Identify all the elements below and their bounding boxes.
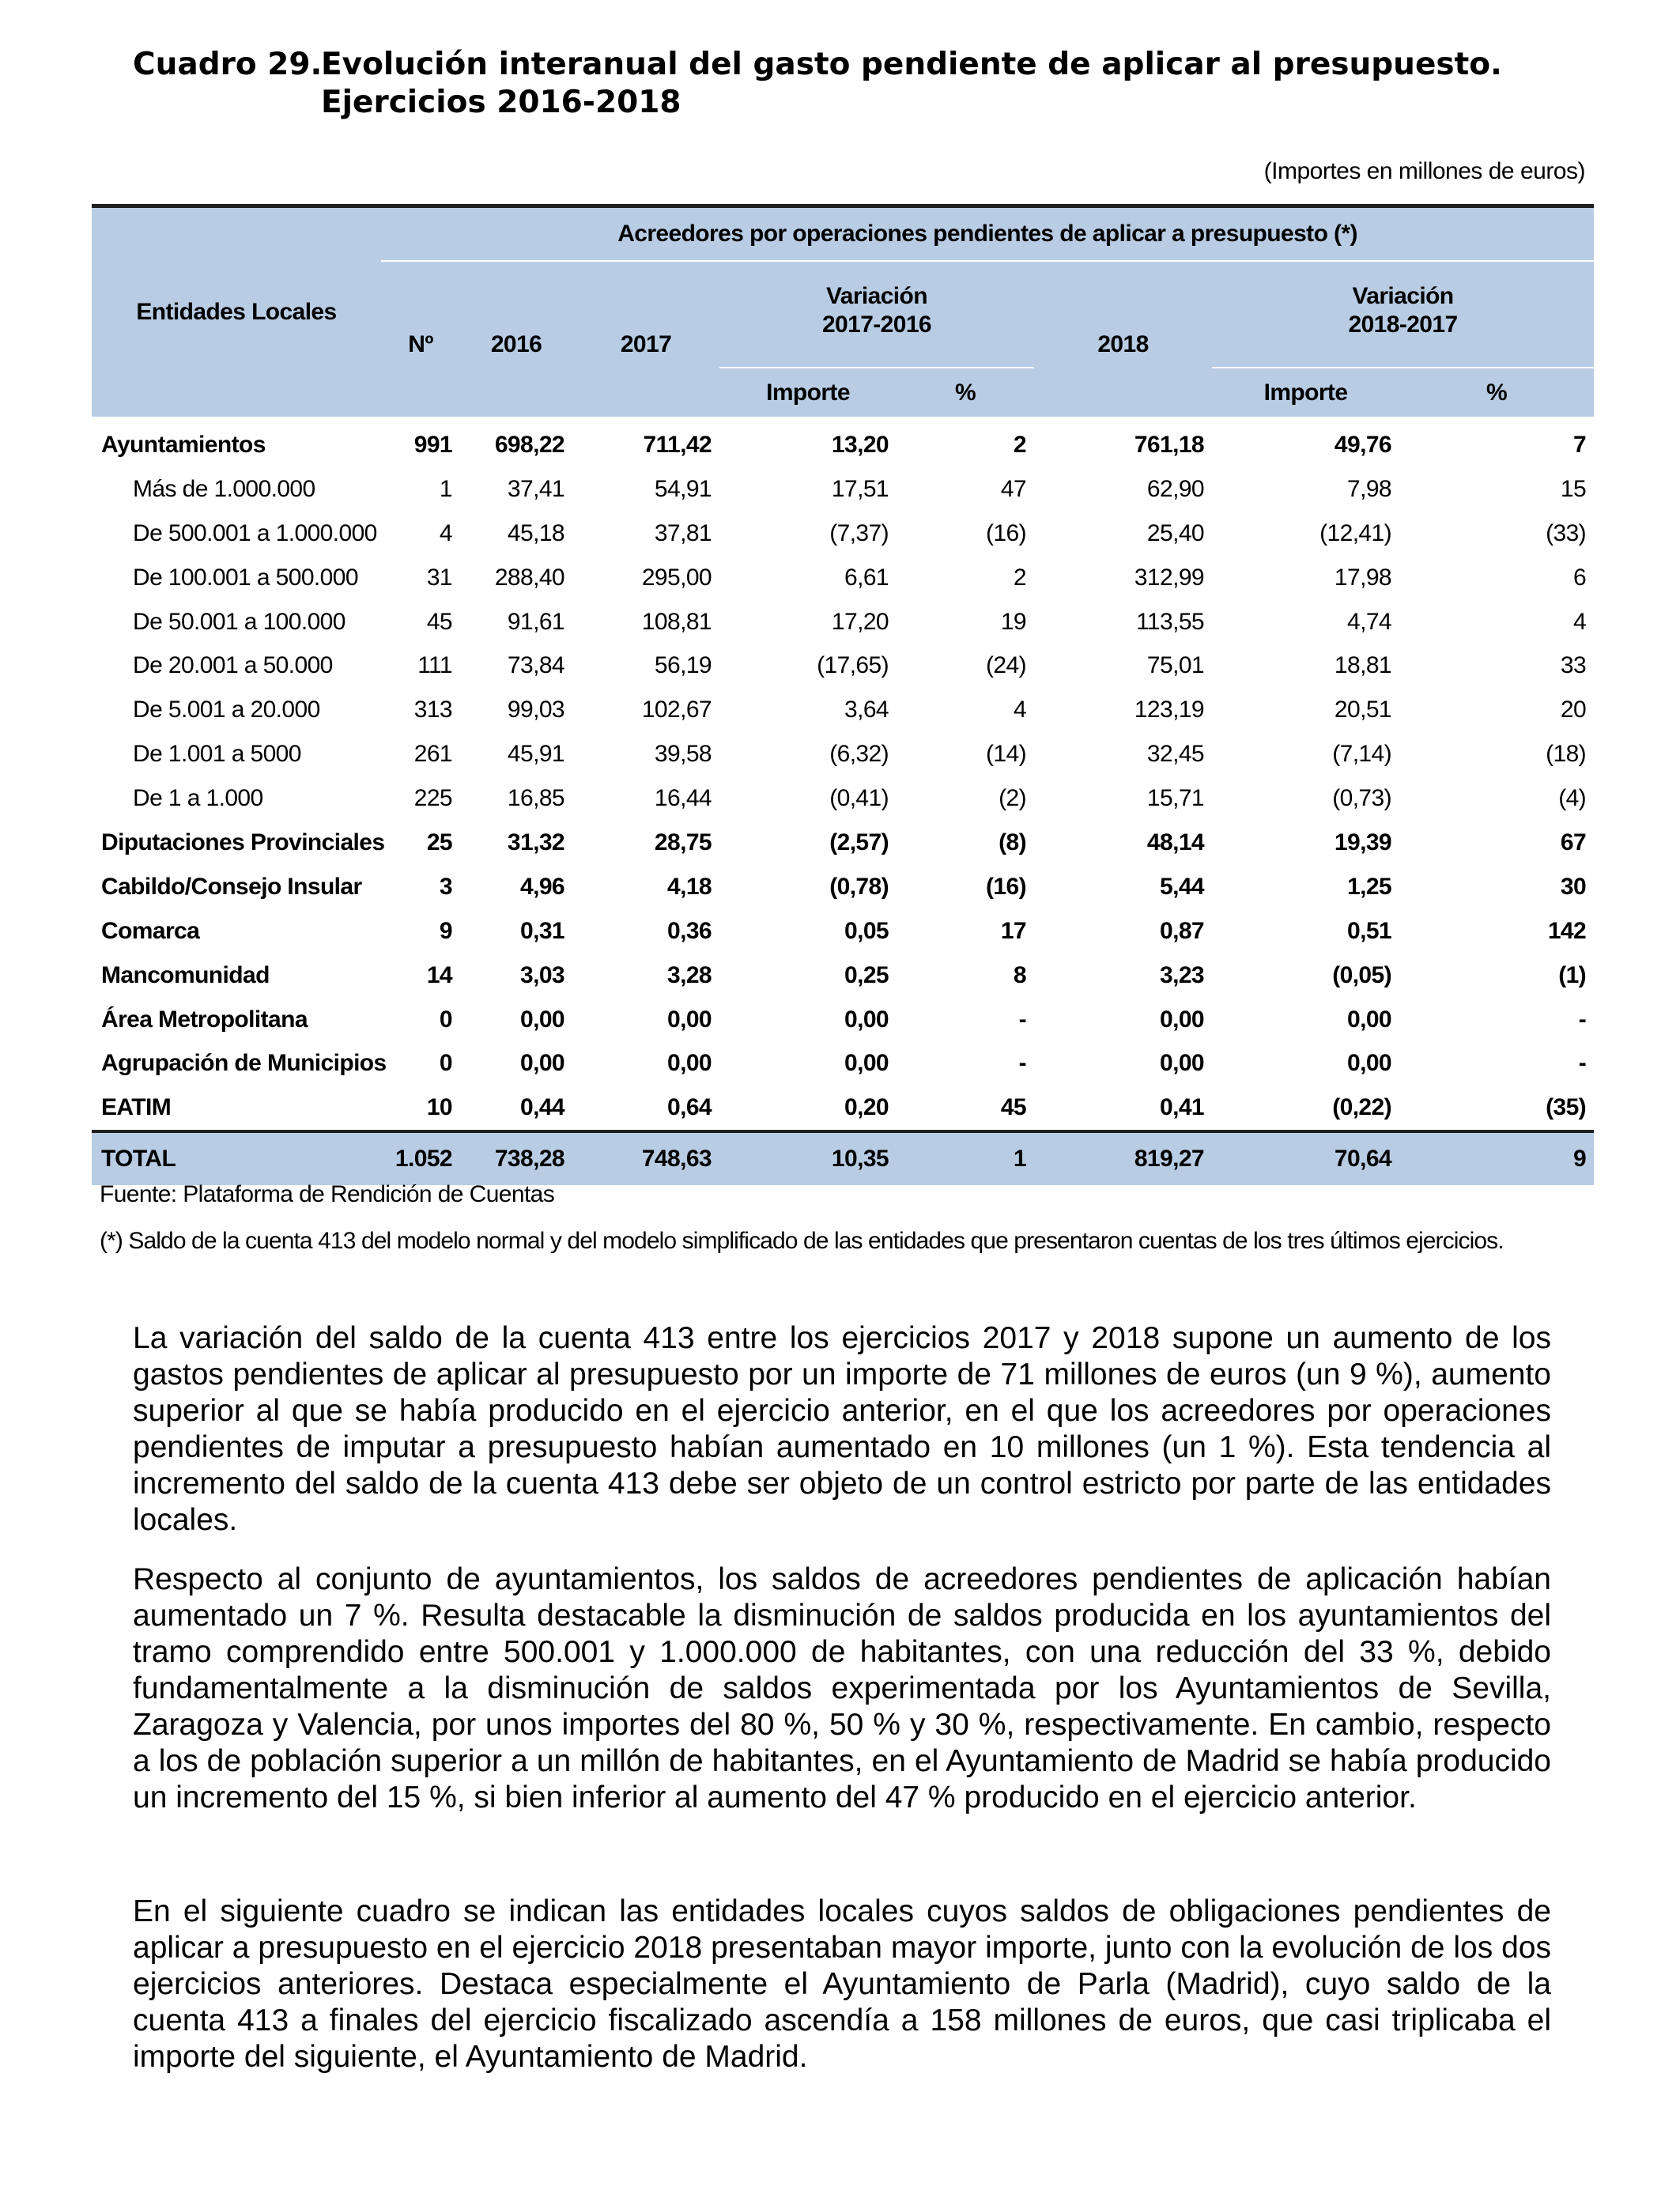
cell-2016: 16,85 <box>507 785 564 812</box>
cell-pct-1: (16) <box>986 873 1026 900</box>
cell-2016: 31,32 <box>507 829 564 855</box>
table-row <box>92 417 1594 467</box>
cell-n: 225 <box>413 785 452 812</box>
cell-pct-2: 30 <box>1560 873 1587 900</box>
cell-pct-2: (18) <box>1546 741 1587 768</box>
total-2016: 738,28 <box>460 1131 572 1185</box>
cell-2017: 16,44 <box>654 785 712 812</box>
cell-pct-1: (2) <box>999 785 1026 812</box>
cell-importe-1: (6,32) <box>829 741 889 768</box>
table-row <box>92 865 1594 909</box>
table-row <box>92 512 1594 556</box>
cell-n: 3 <box>439 873 452 900</box>
cell-2017: 37,81 <box>654 519 712 546</box>
cell-2016: 73,84 <box>507 652 564 679</box>
total-pct-1: 1 <box>897 1131 1034 1185</box>
cell-importe-2: 19,39 <box>1334 829 1391 855</box>
cell-n: 14 <box>426 961 452 988</box>
cell-2017: 711,42 <box>643 431 712 458</box>
cell-2016: 288,40 <box>494 564 564 591</box>
cell-importe-2: (0,05) <box>1332 961 1391 988</box>
table-row <box>92 821 1594 865</box>
cell-2018: 5,44 <box>1160 873 1204 900</box>
cell-2017: 295,00 <box>641 564 712 591</box>
cell-2018: 0,00 <box>1160 1050 1204 1077</box>
row-label: De 500.001 a 1.000.000 <box>133 519 377 546</box>
total-2017: 748,63 <box>572 1131 719 1185</box>
row-label: Área Metropolitana <box>101 1006 308 1033</box>
paragraph: En el siguiente cuadro se indican las entidades locales cuyos saldos de obligaciones pendientes de aplicar a presupuesto en el ejercicio 2018 presentaban mayor importe, junto con la evolución de los dos ejercicios anteriores. Destaca especialmente el Ayuntamiento de Parla (Madrid), cuyo saldo de la cuenta 413 a finales del ejercicio fiscalizado ascendía a 158 millones de euros, que casi triplicaba el importe del siguiente, el Ayuntamiento de Madrid. <box>133 1894 1551 2074</box>
row-label: Ayuntamientos <box>101 431 266 458</box>
row-label: De 5.001 a 20.000 <box>133 697 320 723</box>
header-importe-1: Importe <box>719 368 897 417</box>
cell-pct-1: 2 <box>1013 564 1026 591</box>
row-label: De 100.001 a 500.000 <box>133 564 358 591</box>
cell-pct-2: 7 <box>1572 431 1587 458</box>
row-label: Cabildo/Consejo Insular <box>101 873 362 900</box>
cell-n: 45 <box>426 608 452 635</box>
table-title-text: Evolución interanual del gasto pendiente de aplicar al presupuesto. Ejercicios 2016-2018 <box>321 47 1502 120</box>
paragraph: La variación del saldo de la cuenta 413 entre los ejercicios 2017 y 2018 supone un aumento de los gastos pendientes de aplicar al presupuesto por un importe de 71 millones de euros (un 9 %), aumento superior al que se había producido en el ejercicio anterior, en el que los acreedores por operaciones pendientes de imputar a presupuesto habían aumentado en 10 millones (un 1 %). Esta tendencia al incremento del saldo de la cuenta 413 debe ser objeto de un control estricto por parte de las entidades locales. <box>133 1321 1551 1537</box>
cell-2017: 4,18 <box>667 873 712 900</box>
cell-2017: 0,00 <box>667 1006 712 1033</box>
cell-importe-2: 7,98 <box>1347 475 1391 502</box>
cell-pct-2: (35) <box>1546 1094 1587 1121</box>
cell-pct-1: 8 <box>1013 961 1026 988</box>
header-variacion-2017-2016: Variación 2017-2016 <box>719 261 1034 368</box>
cell-pct-1: 19 <box>1000 608 1026 635</box>
table-row <box>92 1086 1594 1131</box>
cell-importe-1: 17,51 <box>831 475 889 502</box>
cell-2017: 3,28 <box>667 961 712 988</box>
row-label: De 1 a 1.000 <box>133 785 263 812</box>
cell-importe-2: 4,74 <box>1347 608 1391 635</box>
total-n: 1.052 <box>381 1131 460 1185</box>
cell-pct-1: (14) <box>986 741 1026 768</box>
cell-n: 9 <box>439 917 452 944</box>
source-note: Fuente: Plataforma de Rendición de Cuentas <box>100 1181 555 1207</box>
cell-2017: 39,58 <box>654 741 712 768</box>
cell-2016: 45,18 <box>507 519 564 546</box>
total-pct-2: 9 <box>1399 1131 1594 1185</box>
cell-2017: 28,75 <box>654 829 712 855</box>
cell-2018: 312,99 <box>1134 564 1204 591</box>
cell-n: 4 <box>439 519 452 546</box>
cell-importe-1: (17,65) <box>817 652 889 679</box>
cell-2018: 32,45 <box>1146 741 1204 768</box>
cell-2016: 0,31 <box>520 917 564 944</box>
total-row <box>92 1131 1594 1185</box>
table-row <box>92 600 1594 644</box>
cell-pct-1: 2 <box>1013 431 1026 458</box>
cell-pct-2: 4 <box>1572 608 1587 635</box>
cell-2018: 0,00 <box>1160 1006 1204 1033</box>
cell-importe-1: 6,61 <box>844 564 889 591</box>
cell-pct-2: 67 <box>1560 829 1587 855</box>
cell-n: 111 <box>417 652 452 679</box>
cell-2018: 25,40 <box>1146 519 1204 546</box>
table-row <box>92 954 1594 998</box>
cell-pct-1: - <box>1018 1050 1026 1077</box>
row-label: De 50.001 a 100.000 <box>133 608 345 635</box>
cell-importe-1: (2,57) <box>829 829 889 855</box>
cell-importe-2: 1,25 <box>1347 873 1391 900</box>
cell-n: 10 <box>426 1094 452 1121</box>
cell-pct-1: 45 <box>1000 1094 1026 1121</box>
cell-2017: 0,00 <box>667 1050 712 1077</box>
header-variacion-2018-2017: Variación 2018-2017 <box>1212 261 1594 368</box>
cell-pct-1: (16) <box>986 519 1026 546</box>
cell-2016: 0,44 <box>520 1094 564 1121</box>
cell-pct-1: 17 <box>1000 917 1026 944</box>
cell-pct-1: 47 <box>1000 475 1026 502</box>
header-pct-1: % <box>897 368 1034 417</box>
cell-importe-2: 17,98 <box>1334 564 1391 591</box>
table-row <box>92 467 1594 512</box>
cell-2017: 56,19 <box>654 652 712 679</box>
paragraph: Respecto al conjunto de ayuntamientos, los saldos de acreedores pendientes de aplicación habían aumentado un 7 %. Resulta destacable la disminución de saldos producida en los ayuntamientos del tramo comprendido entre 500.001 y 1.000.000 de habitantes, con una reducción del 33 %, debido fundamentalmente a la disminución de saldos experimentada por los Ayuntamientos de Sevilla, Zaragoza y Valencia, por unos importes del 80 %, 50 % y 30 %, respectivamente. En cambio, respecto a los de población superior a un millón de habitantes, en el Ayuntamiento de Madrid se había producido un incremento del 15 %, si bien inferior al aumento del 47 % producido en el ejercicio anterior. <box>133 1562 1551 1814</box>
cell-pct-2: 15 <box>1560 475 1587 502</box>
cell-2018: 761,18 <box>1134 431 1204 458</box>
total-label: TOTAL <box>92 1131 381 1185</box>
cell-n: 0 <box>439 1050 452 1077</box>
header-2016: 2016 <box>460 261 572 417</box>
row-label: EATIM <box>101 1094 172 1121</box>
row-label: Agrupación de Municipios <box>101 1050 387 1077</box>
footnote: (*) Saldo de la cuenta 413 del modelo normal y del modelo simplificado de las entidades que presentaron cuentas de los tres últimos ejercicios. <box>100 1228 1504 1254</box>
cell-importe-1: 17,20 <box>831 608 889 635</box>
cell-pct-2: (4) <box>1558 785 1587 812</box>
table-row <box>92 1041 1594 1086</box>
cell-n: 0 <box>439 1006 452 1033</box>
cell-n: 31 <box>426 564 452 591</box>
cell-importe-1: 3,64 <box>844 697 889 723</box>
row-label: Comarca <box>101 917 200 944</box>
header-n: Nº <box>381 261 460 417</box>
cell-pct-1: 4 <box>1013 697 1026 723</box>
cell-2018: 75,01 <box>1146 652 1204 679</box>
cell-n: 25 <box>426 829 452 855</box>
cell-2016: 3,03 <box>520 961 564 988</box>
cell-importe-1: 13,20 <box>831 431 889 458</box>
cell-importe-1: (0,78) <box>829 873 889 900</box>
row-label: De 1.001 a 5000 <box>133 741 301 768</box>
cell-importe-1: 0,05 <box>844 917 889 944</box>
table-row <box>92 732 1594 776</box>
cell-2018: 3,23 <box>1160 961 1204 988</box>
cell-importe-2: (7,14) <box>1332 741 1391 768</box>
cell-2018: 123,19 <box>1134 697 1204 723</box>
cell-pct-2: - <box>1578 1050 1587 1077</box>
cell-2016: 0,00 <box>520 1006 564 1033</box>
cell-importe-2: 0,00 <box>1347 1050 1391 1077</box>
cell-2018: 0,41 <box>1160 1094 1204 1121</box>
table-row <box>92 998 1594 1042</box>
data-table <box>92 204 1594 1185</box>
cell-pct-2: - <box>1578 1006 1587 1033</box>
cell-n: 1 <box>439 475 452 502</box>
cell-importe-2: 20,51 <box>1334 697 1391 723</box>
cell-2017: 102,67 <box>641 697 712 723</box>
cell-2017: 0,64 <box>667 1094 712 1121</box>
cell-pct-1: (24) <box>986 652 1026 679</box>
row-label: Más de 1.000.000 <box>133 475 315 502</box>
cell-importe-2: 18,81 <box>1334 652 1391 679</box>
cell-2016: 4,96 <box>520 873 564 900</box>
cell-importe-2: (0,22) <box>1332 1094 1391 1121</box>
cell-pct-2: 33 <box>1560 652 1587 679</box>
total-2018: 819,27 <box>1034 1131 1212 1185</box>
cell-importe-1: 0,00 <box>844 1006 889 1033</box>
cell-importe-1: 0,00 <box>844 1050 889 1077</box>
header-2017: 2017 <box>572 261 719 417</box>
cell-importe-2: 0,00 <box>1347 1006 1391 1033</box>
unit-note: (Importes en millones de euros) <box>1263 158 1585 184</box>
cell-2016: 45,91 <box>507 741 564 768</box>
cell-2017: 54,91 <box>654 475 712 502</box>
cell-pct-1: (8) <box>999 829 1026 855</box>
cell-n: 991 <box>413 431 452 458</box>
table-row <box>92 556 1594 600</box>
cell-2018: 48,14 <box>1146 829 1204 855</box>
row-label: Mancomunidad <box>101 961 270 988</box>
table-number: Cuadro 29. <box>133 47 323 82</box>
row-label: Diputaciones Provinciales <box>101 829 385 855</box>
total-importe-1: 10,35 <box>719 1131 897 1185</box>
cell-2016: 99,03 <box>507 697 564 723</box>
cell-pct-2: (1) <box>1558 961 1587 988</box>
cell-2016: 91,61 <box>507 608 564 635</box>
cell-2016: 37,41 <box>507 475 564 502</box>
cell-pct-2: (33) <box>1546 519 1587 546</box>
header-group: Acreedores por operaciones pendientes de aplicar a presupuesto (*) <box>381 206 1594 262</box>
cell-2018: 0,87 <box>1160 917 1204 944</box>
cell-2018: 113,55 <box>1136 608 1204 635</box>
header-entidades: Entidades Locales <box>92 206 381 417</box>
table-row <box>92 644 1594 688</box>
cell-importe-2: (0,73) <box>1332 785 1391 812</box>
cell-2017: 0,36 <box>667 917 712 944</box>
cell-pct-2: 142 <box>1547 917 1587 944</box>
cell-2016: 698,22 <box>494 431 564 458</box>
cell-importe-1: (7,37) <box>829 519 889 546</box>
cell-n: 261 <box>413 741 452 768</box>
cell-importe-1: 0,25 <box>844 961 889 988</box>
header-importe-2: Importe <box>1212 368 1399 417</box>
table-row <box>92 909 1594 954</box>
cell-pct-1: - <box>1018 1006 1026 1033</box>
cell-pct-2: 6 <box>1572 564 1587 591</box>
cell-importe-2: 0,51 <box>1347 917 1391 944</box>
cell-2018: 62,90 <box>1146 475 1204 502</box>
table-row <box>92 688 1594 732</box>
cell-importe-2: 49,76 <box>1334 431 1391 458</box>
cell-pct-2: 20 <box>1560 697 1587 723</box>
table-row <box>92 776 1594 821</box>
row-label: De 20.001 a 50.000 <box>133 652 333 679</box>
header-2018: 2018 <box>1034 261 1212 417</box>
cell-importe-1: 0,20 <box>844 1094 889 1121</box>
cell-2017: 108,81 <box>641 608 712 635</box>
header-pct-2: % <box>1399 368 1594 417</box>
cell-2018: 15,71 <box>1146 785 1204 812</box>
cell-2016: 0,00 <box>520 1050 564 1077</box>
total-importe-2: 70,64 <box>1212 1131 1399 1185</box>
cell-n: 313 <box>413 697 452 723</box>
cell-importe-1: (0,41) <box>829 785 889 812</box>
cell-importe-2: (12,41) <box>1319 519 1391 546</box>
